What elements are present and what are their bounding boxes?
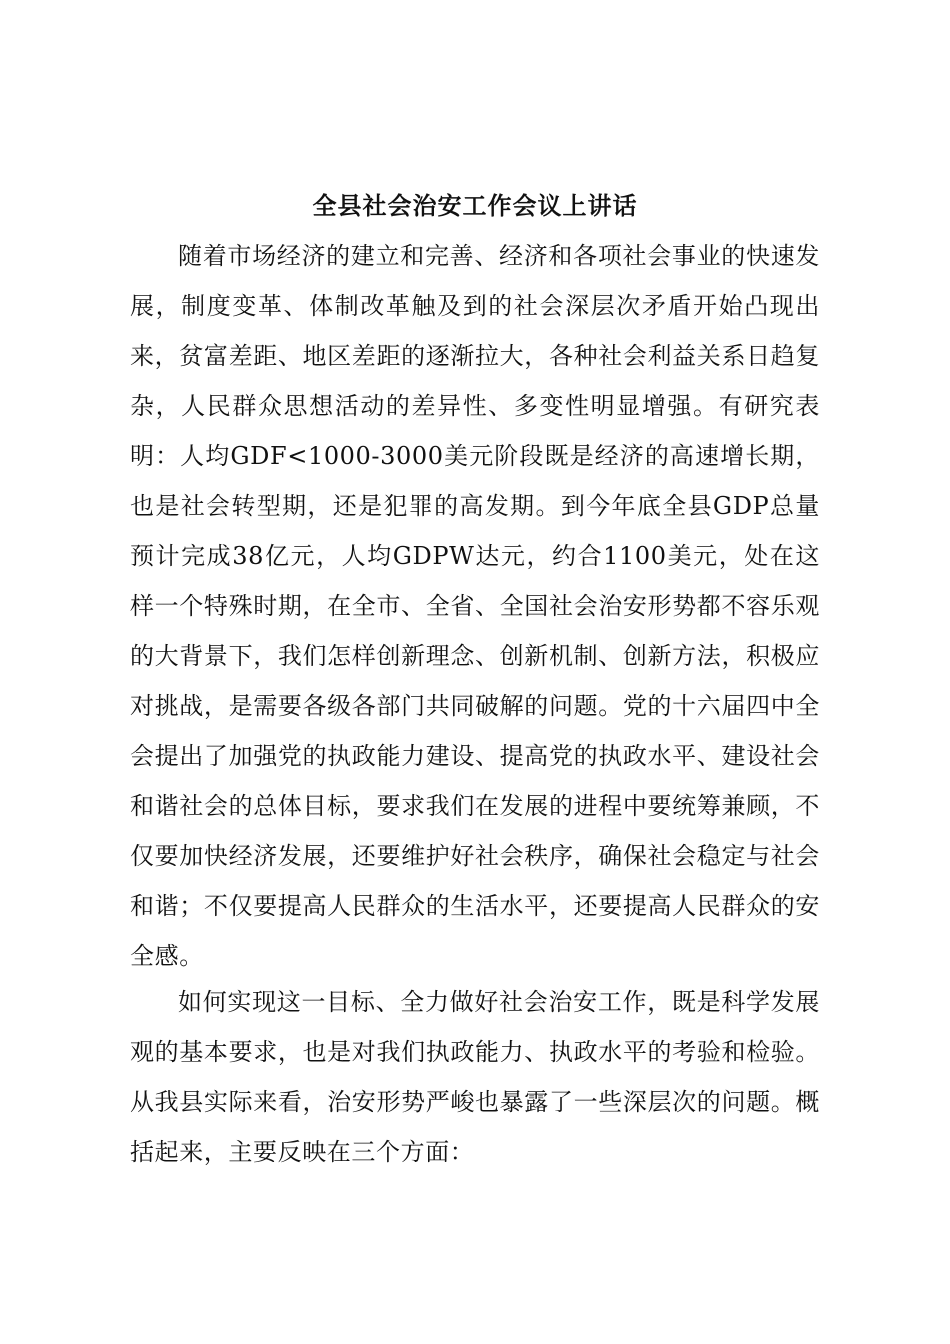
body-paragraph-2: 如何实现这一目标、全力做好社会治安工作，既是科学发展观的基本要求，也是对我们执政能力、执政水平的考验和检验。从我县实际来看，治安形势严峻也暴露了一些深层次的问题。概括起来，主要反映在三个方面：: [130, 988, 820, 1166]
body-paragraph-1: 随着市场经济的建立和完善、经济和各项社会事业的快速发展，制度变革、体制改革触及到的社会深层次矛盾开始凸现出来，贫富差距、地区差距的逐渐拉大，各种社会利益关系日趋复杂，人民群众思想活动的差异性、多变性明显增强。有研究表明：人均GDF<1000-3000美元阶段既是经济的高速增长期，也是社会转型期，还是犯罪的高发期。到今年底全县GDP总量预计完成38亿元，人均GDPW达元，约合1100美元，处在这样一个特殊时期，在全市、全省、全国社会治安形势都不容乐观的大背景下，我们怎样创新理念、创新机制、创新方法，积极应对挑战，是需要各级各部门共同破解的问题。党的十六届四中全会提出了加强党的执政能力建设、提高党的执政水平、建设社会和谐社会的总体目标，要求我们在发展的进程中要统筹兼顾，不仅要加快经济发展，还要维护好社会秩序，确保社会稳定与社会和谐；不仅要提高人民群众的生活水平，还要提高人民群众的安全感。: [130, 242, 820, 970]
document-title: 全县社会治安工作会议上讲话: [312, 191, 638, 220]
